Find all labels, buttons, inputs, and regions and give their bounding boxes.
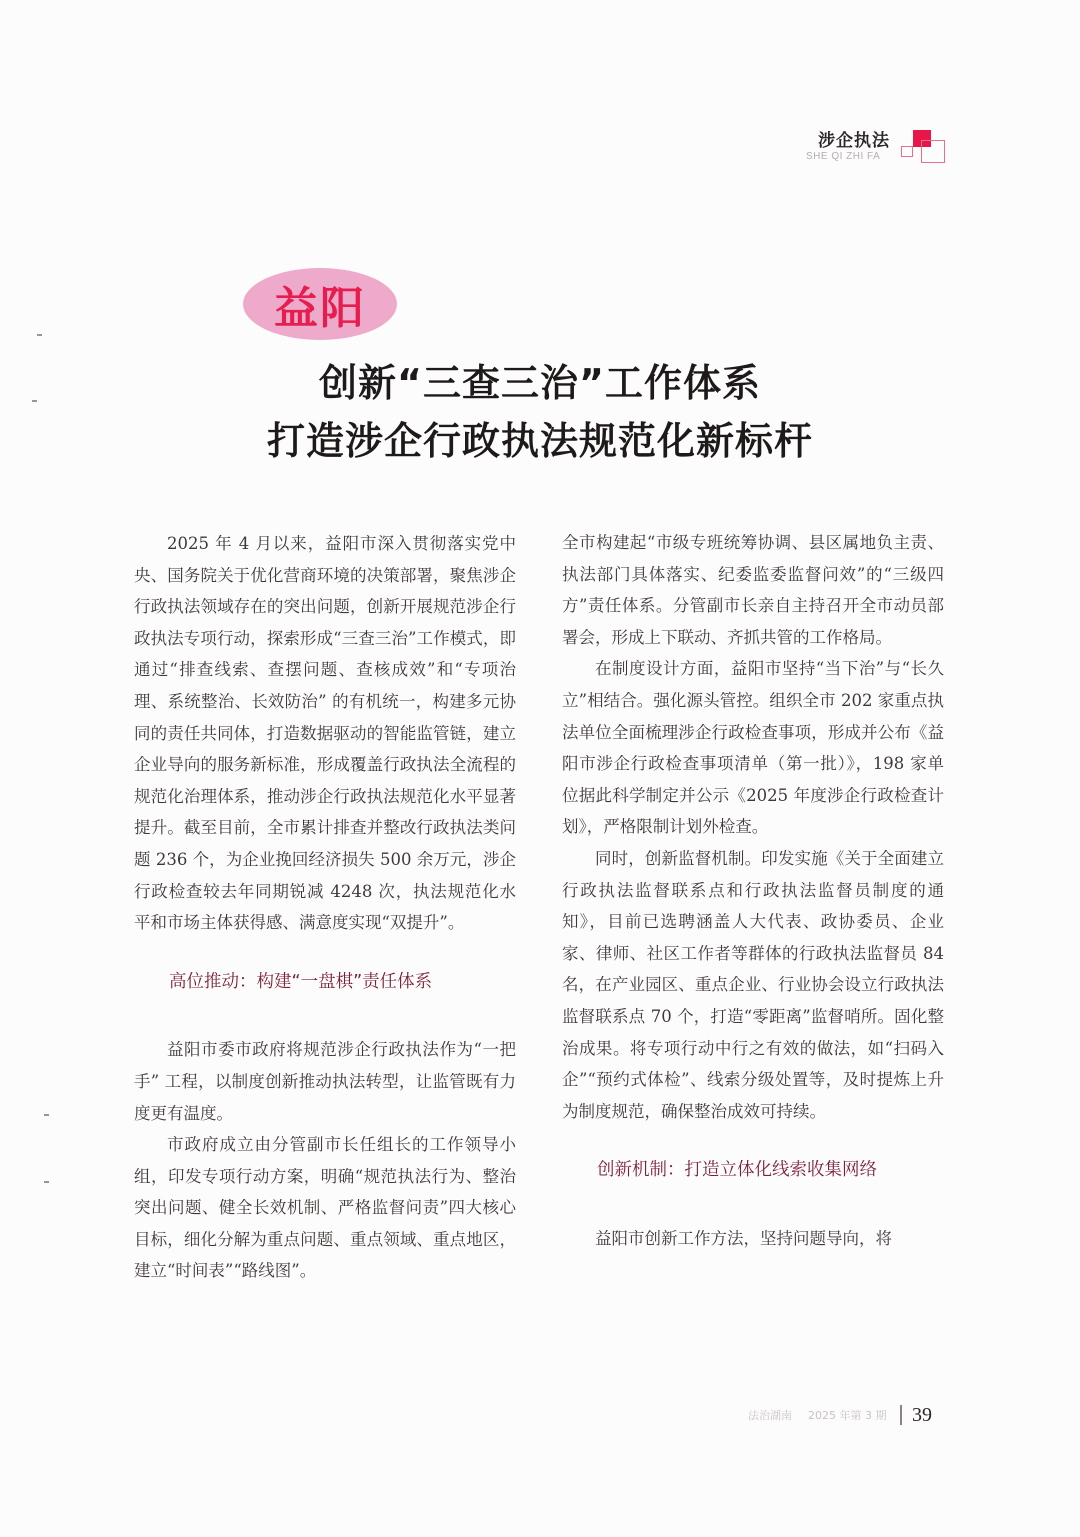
article-title-line1: 创新“三查三治”工作体系 xyxy=(319,361,761,405)
section-heading-2: 创新机制：打造立体化线索收集网络 xyxy=(597,1160,877,1181)
scan-mark xyxy=(44,1181,49,1183)
article-title-line2: 打造涉企行政执法规范化新标杆 xyxy=(266,419,813,463)
body-paragraph: 在制度设计方面，益阳市坚持“当下治”与“长久立”相结合。强化源头管控。组织全市 202 家重点执法单位全面梳理涉企行政检查事项，形成并公布《益阳市涉企行政检查事项清单（第一批）》，198 家单位据此科学制定并公示《2025 年度涉企行政检查计划》，严格限制计划外检查。 xyxy=(562,659,944,837)
intro-paragraph: 2025 年 4 月以来，益阳市深入贯彻落实党中央、国务院关于优化营商环境的决策部署，聚焦涉企行政执法领域存在的突出问题，创新开展规范涉企行政执法专项行动，探索形成“三查三治”工作模式，即通过“排查线索、查摆问题、查核成效”和“专项治理、系统整治、长效防治” 的有机统一，构建多元协同的责任共同体，打造数据驱动的智能监管链，建立企业导向的服务新标准，形成覆盖行政执法全流程的规范化治理体系，推动涉企行政执法规范化水平显著提升。截至目前，全市累计排查并整改行政执法类问题 236 个，为企业挽回经济损失 500 余万元，涉企行政检查较去年同期锐减 4248 次，执法规范化水平和市场主体获得感、满意度实现“双提升”。 xyxy=(134,534,516,933)
section-title-cn: 涉企执法 xyxy=(818,131,890,151)
small-outline-square-icon xyxy=(901,146,913,157)
section-title-en: SHE QI ZHI FA xyxy=(806,151,881,162)
body-paragraph: 同时，创新监督机制。印发实施《关于全面建立行政执法监督联系点和行政执法监督员制度的通知》，目前已选聘涵盖人大代表、政协委员、企业家、律师、社区工作者等群体的行政执法监督员 84 名，在产业园区、重点企业、行业协会设立行政执法监督联系点 70 个，打造“零距离”监督哨所。固化整治成果。将专项行动中行之有效的做法，如“扫码入企”“预约式体检”、线索分级处置等，及时提炼上升为制度规范，确保整治成效可持续。 xyxy=(562,848,944,1121)
magazine-name: 法治湖南 xyxy=(748,1409,792,1422)
body-paragraph: 益阳市创新工作方法，坚持问题导向，将 xyxy=(595,1228,892,1248)
issue-label: 2025 年第 3 期 xyxy=(808,1409,887,1422)
page-footer xyxy=(748,1400,932,1430)
body-paragraph: 益阳市委市政府将规范涉企行政执法作为“一把手” 工程，以制度创新推动执法转型，让监管既有力度更有温度。 xyxy=(134,1040,516,1123)
region-badge xyxy=(243,268,397,340)
scan-mark xyxy=(44,1114,49,1116)
left-column xyxy=(134,528,516,1287)
footer-divider xyxy=(900,1405,902,1425)
body-paragraph-continued: 全市构建起“市级专班统筹协调、县区属地负主责、执法部门具体落实、纪委监委监督问效”的“三级四方”责任体系。分管副市长亲自主持召开全市动员部署会，形成上下联动、齐抓共管的工作格局。 xyxy=(562,533,944,647)
large-outline-square-icon xyxy=(921,140,945,163)
body-paragraph: 市政府成立由分管副市长任组长的工作领导小组，印发专项行动方案，明确“规范执法行为、整治突出问题、健全长效机制、严格监督问责”四大核心目标，细化分解为重点问题、重点领域、重点地区，建立“时间表”“路线图”。 xyxy=(134,1135,516,1281)
region-badge-label: 益阳 xyxy=(274,283,366,334)
section-heading-1: 高位推动：构建“一盘棋”责任体系 xyxy=(169,971,433,992)
scan-mark xyxy=(37,334,42,336)
right-column xyxy=(562,527,944,1254)
page-number: 39 xyxy=(911,1403,932,1426)
